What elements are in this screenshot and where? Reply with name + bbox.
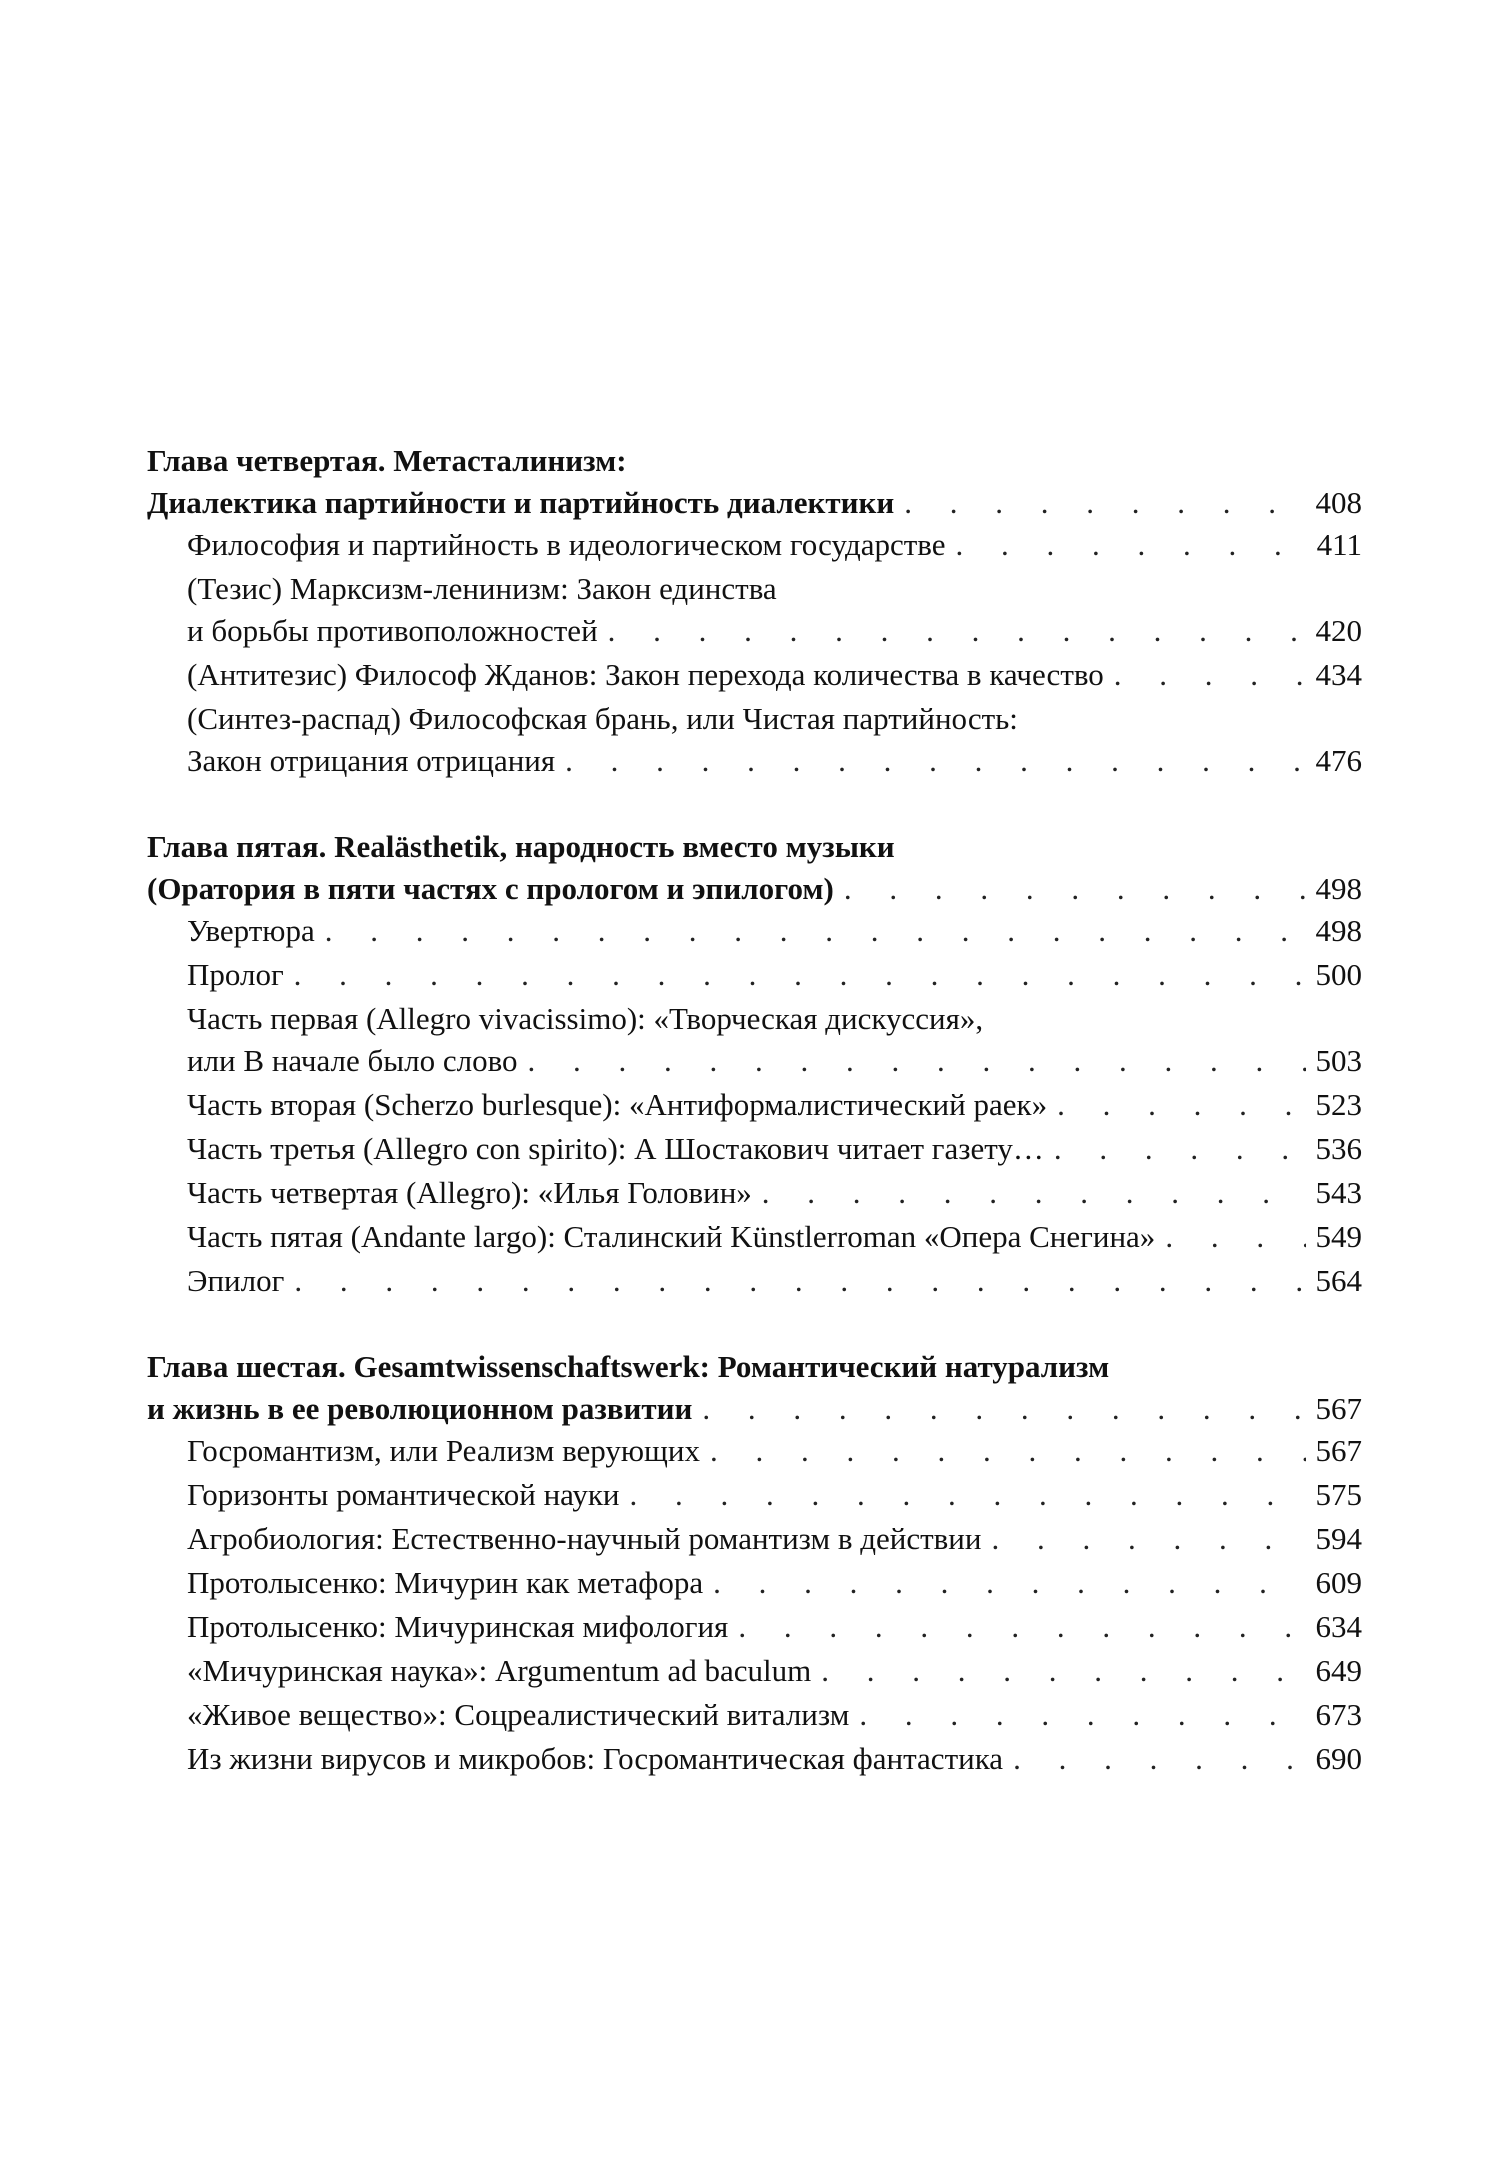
page-number: 673 <box>1315 1697 1362 1732</box>
toc-entry <box>147 1738 1362 1780</box>
page-number: 411 <box>1316 527 1362 562</box>
toc-entry <box>147 1562 1362 1604</box>
section-title: «Мичуринская наука»: Argumentum ad baculum <box>187 1653 812 1688</box>
chapter-title-text: Глава пятая. Realästhetik, народность вместо музыки <box>147 829 895 864</box>
chapter-title-line <box>147 1388 1362 1430</box>
chapter-5 <box>147 826 1362 1302</box>
section-title: Протолысенко: Мичурин как метафора <box>187 1565 704 1600</box>
section-title: Эпилог <box>187 1263 285 1298</box>
page-number: 476 <box>1315 743 1362 778</box>
dot-leader <box>620 1474 1306 1516</box>
page-number: 503 <box>1315 1043 1362 1078</box>
page-number: 690 <box>1315 1741 1362 1776</box>
dot-leader <box>555 740 1306 782</box>
page-number: 420 <box>1315 613 1362 648</box>
page-number: 575 <box>1315 1477 1362 1512</box>
chapter-title-line <box>147 826 1362 868</box>
section-title: Агробиология: Естественно-научный романтизм в действии <box>187 1521 982 1556</box>
section-title: Горизонты романтической науки <box>187 1477 620 1512</box>
section-title: (Синтез-распад) Философская брань, или Чистая партийность: <box>187 701 1018 736</box>
toc-entry <box>147 568 1362 652</box>
chapter-title-line <box>147 440 1362 482</box>
toc-entry <box>147 1518 1362 1560</box>
page-number: 649 <box>1315 1653 1362 1688</box>
section-title: Часть четвертая (Allegro): «Илья Головин» <box>187 1175 752 1210</box>
page-number: 567 <box>1315 1433 1362 1468</box>
page-number: 567 <box>1315 1391 1362 1426</box>
toc-entry <box>147 1430 1362 1472</box>
section-title: Философия и партийность в идеологическом государстве <box>187 527 946 562</box>
section-title: Увертюра <box>187 913 315 948</box>
dot-leader <box>946 524 1306 566</box>
chapter-title-text: и жизнь в ее революционном развитии <box>147 1391 693 1426</box>
page-number: 434 <box>1315 657 1362 692</box>
dot-leader <box>728 1606 1306 1648</box>
section-title: Часть первая (Allegro vivacissimo): «Творческая дискуссия», <box>187 1001 984 1036</box>
chapter-title-text: (Оратория в пяти частях с прологом и эпилогом) <box>147 871 834 906</box>
page-number: 536 <box>1315 1131 1362 1166</box>
dot-leader <box>700 1430 1306 1472</box>
section-title: Из жизни вирусов и микробов: Госромантическая фантастика <box>187 1741 1004 1776</box>
section-title: Часть третья (Allegro con spirito): А Шостакович читает газету… <box>187 1131 1044 1166</box>
toc-entry <box>147 954 1362 996</box>
chapter-4 <box>147 440 1362 782</box>
toc-entry <box>147 1606 1362 1648</box>
toc-entry <box>147 1172 1362 1214</box>
chapter-title-line <box>147 868 1362 910</box>
page-number: 564 <box>1315 1263 1362 1298</box>
section-title: Пролог <box>187 957 284 992</box>
dot-leader <box>1003 1738 1306 1780</box>
dot-leader <box>1155 1216 1306 1258</box>
dot-leader <box>1047 1084 1306 1126</box>
page-number: 634 <box>1315 1609 1362 1644</box>
toc-entry <box>147 654 1362 696</box>
page-number: 408 <box>1315 485 1362 520</box>
dot-leader <box>981 1518 1306 1560</box>
toc-entry <box>147 1474 1362 1516</box>
chapter-title-text: Глава шестая. Gesamtwissenschaftswerk: Романтический натурализм <box>147 1349 1110 1384</box>
page-number: 609 <box>1315 1565 1362 1600</box>
page-number: 543 <box>1315 1175 1362 1210</box>
toc-entry <box>147 524 1362 566</box>
dot-leader <box>752 1172 1306 1214</box>
dot-leader <box>315 910 1306 952</box>
section-title: (Антитезис) Философ Жданов: Закон перехода количества в качество <box>187 657 1104 692</box>
section-title: Часть вторая (Scherzo burlesque): «Антиформалистический раек» <box>187 1087 1048 1122</box>
chapter-title-text: Диалектика партийности и партийность диалектики <box>147 485 895 520</box>
page-number: 498 <box>1315 871 1362 906</box>
table-of-contents <box>147 440 1362 1824</box>
dot-leader <box>811 1650 1306 1692</box>
page-number: 549 <box>1315 1219 1362 1254</box>
section-title: Протолысенко: Мичуринская мифология <box>187 1609 729 1644</box>
dot-leader <box>894 482 1306 524</box>
page-number: 498 <box>1315 913 1362 948</box>
section-title: «Живое вещество»: Соцреалистический витализм <box>187 1697 850 1732</box>
section-title: Госромантизм, или Реализм верующих <box>187 1433 701 1468</box>
section-title: Часть пятая (Andante largo): Сталинский Künstlerroman «Опера Снегина» <box>187 1219 1156 1254</box>
toc-entry <box>147 1216 1362 1258</box>
dot-leader <box>598 610 1306 652</box>
toc-entry <box>147 1694 1362 1736</box>
toc-entry <box>147 1650 1362 1692</box>
section-title: (Тезис) Марксизм-ленинизм: Закон единства <box>187 571 777 606</box>
dot-leader <box>834 868 1306 910</box>
page-number: 500 <box>1315 957 1362 992</box>
toc-entry <box>147 698 1362 782</box>
dot-leader <box>284 1260 1306 1302</box>
toc-entry <box>147 1260 1362 1302</box>
toc-entry <box>147 1084 1362 1126</box>
section-title-continued: Закон отрицания отрицания <box>187 743 556 778</box>
section-title-continued: и борьбы противоположностей <box>187 613 598 648</box>
dot-leader <box>703 1562 1306 1604</box>
toc-entry <box>147 998 1362 1082</box>
chapter-title-text: Глава четвертая. Метасталинизм: <box>147 443 627 478</box>
toc-entry <box>147 1128 1362 1170</box>
dot-leader <box>692 1388 1306 1430</box>
dot-leader <box>849 1694 1306 1736</box>
chapter-6 <box>147 1346 1362 1780</box>
section-title-continued: или В начале было слово <box>187 1043 518 1078</box>
dot-leader <box>284 954 1306 996</box>
page-number: 594 <box>1315 1521 1362 1556</box>
chapter-title-line <box>147 482 1362 524</box>
dot-leader <box>1104 654 1306 696</box>
chapter-title-line <box>147 1346 1362 1388</box>
page-number: 523 <box>1315 1087 1362 1122</box>
dot-leader <box>518 1040 1306 1082</box>
toc-entry <box>147 910 1362 952</box>
dot-leader <box>1044 1128 1306 1170</box>
